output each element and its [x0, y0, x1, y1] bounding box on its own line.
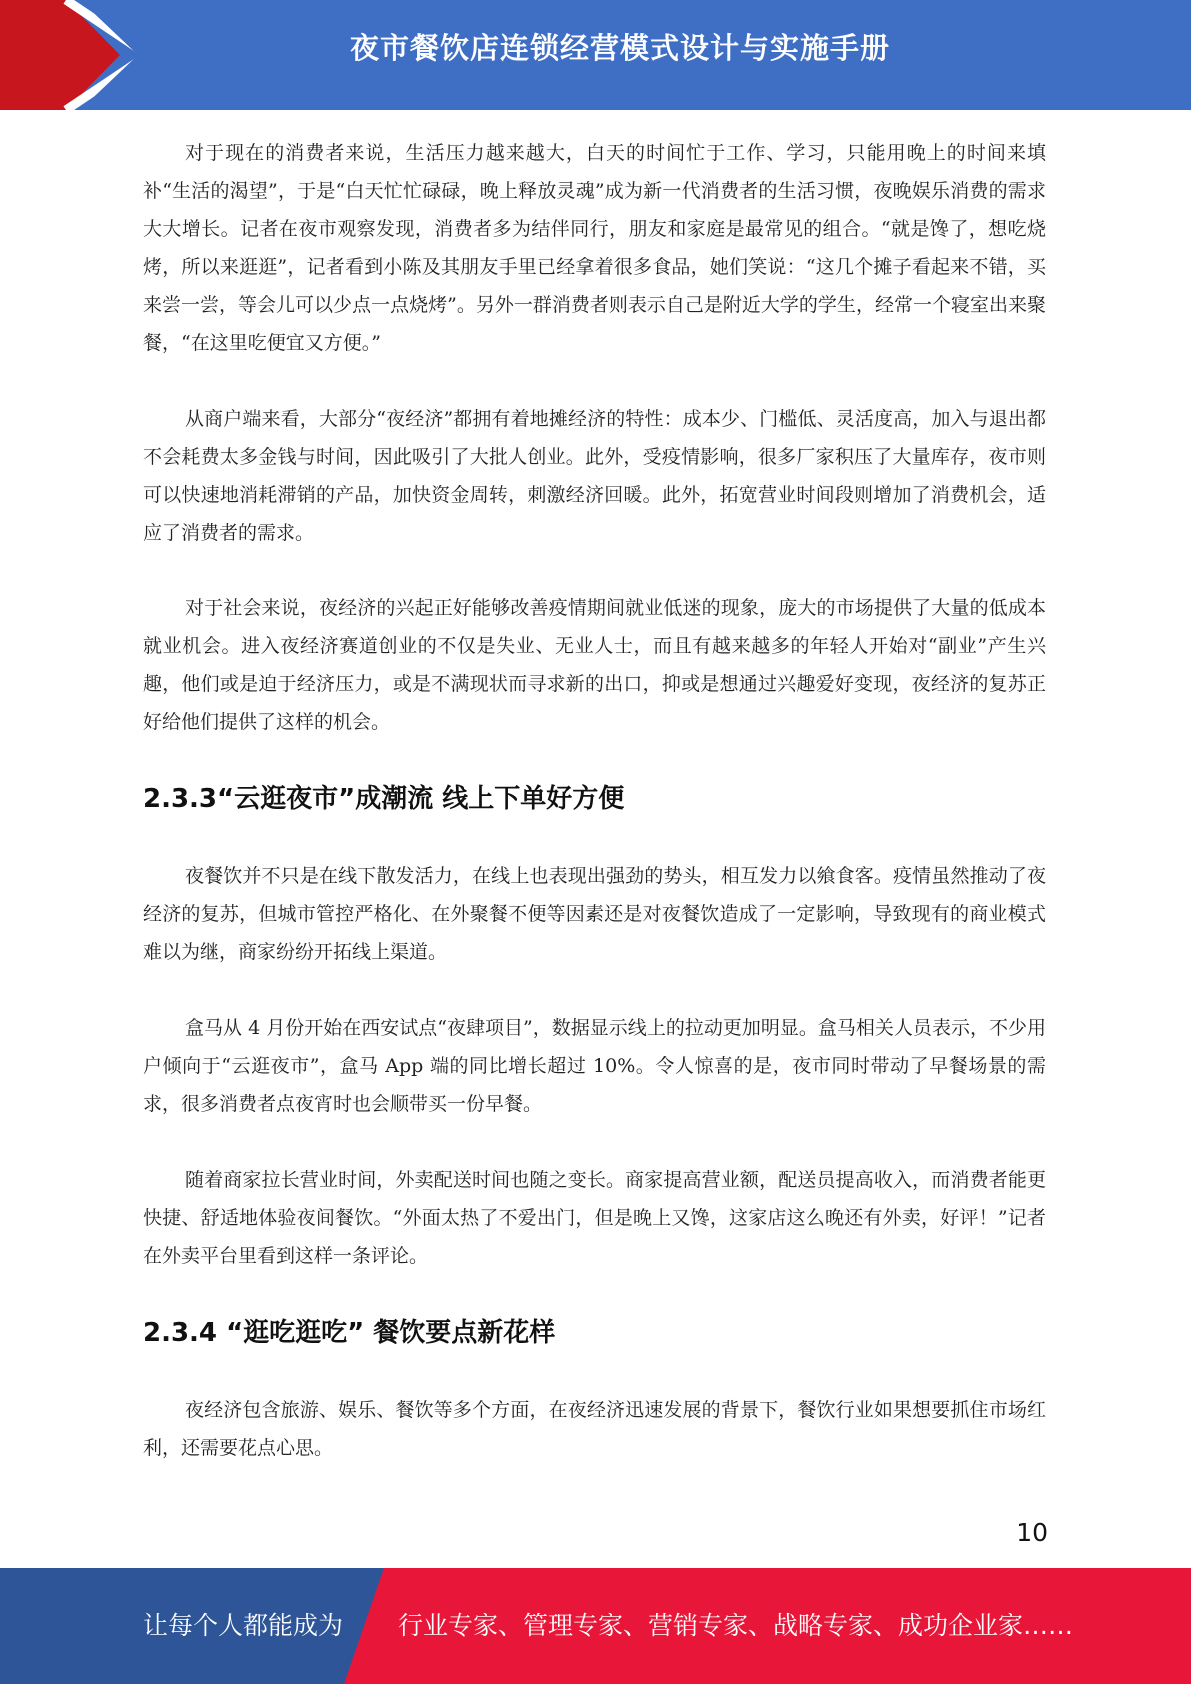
paragraph-1: 对于现在的消费者来说，生活压力越来越大，白天的时间忙于工作、学习，只能用晚上的时间来填补“生活的渴望”，于是“白天忙忙碌碌，晚上释放灵魂”成为新一代消费者的生活习惯，夜晚娱乐消费的需求大大增长。记者在夜市观察发现，消费者多为结伴同行，朋友和家庭是最常见的组合。“就是馋了，想吃烧烤，所以来逛逛”，记者看到小陈及其朋友手里已经拿着很多食品，她们笑说：“这几个摊子看起来不错，买来尝一尝，等会儿可以少点一点烧烤”。另外一群消费者则表示自己是附近大学的学生，经常一个寝室出来聚餐，“在这里吃便宜又方便。” [143, 142, 1046, 354]
page-number: 10 [1016, 1518, 1048, 1547]
footer-slogan-left: 让每个人都能成为 [143, 1611, 344, 1640]
body-block-1 [143, 134, 1046, 362]
body-block-6 [143, 1161, 1046, 1275]
footer-slogan-right: 行业专家、管理专家、营销专家、战略专家、成功企业家…… [398, 1611, 1074, 1640]
section-heading-2-3-3: 2.3.3“云逛夜市”成潮流 线上下单好方便 [143, 784, 625, 814]
body-block-3 [143, 589, 1046, 741]
paragraph-3: 对于社会来说，夜经济的兴起正好能够改善疫情期间就业低迷的现象，庞大的市场提供了大量的低成本就业机会。进入夜经济赛道创业的不仅是失业、无业人士，而且有越来越多的年轻人开始对“副业”产生兴趣，他们或是迫于经济压力，或是不满现状而寻求新的出口，抑或是想通过兴趣爱好变现，夜经济的复苏正好给他们提供了这样的机会。 [143, 597, 1046, 733]
body-block-5 [143, 1009, 1046, 1123]
section-heading-2-3-4: 2.3.4 “逛吃逛吃” 餐饮要点新花样 [143, 1318, 556, 1348]
paragraph-5: 盒马从 4 月份开始在西安试点“夜肆项目”，数据显示线上的拉动更加明显。盒马相关人员表示，不少用户倾向于“云逛夜市”，盒马 App 端的同比增长超过 10%。令人惊喜的是，夜市同时带动了早餐场景的需求，很多消费者点夜宵时也会顺带买一份早餐。 [143, 1017, 1046, 1115]
paragraph-7: 夜经济包含旅游、娱乐、餐饮等多个方面，在夜经济迅速发展的背景下，餐饮行业如果想要抓住市场红利，还需要花点心思。 [143, 1399, 1046, 1459]
paragraph-2: 从商户端来看，大部分“夜经济”都拥有着地摊经济的特性：成本少、门槛低、灵活度高，加入与退出都不会耗费太多金钱与时间，因此吸引了大批人创业。此外，受疫情影响，很多厂家积压了大量库存，夜市则可以快速地消耗滞销的产品，加快资金周转，刺激经济回暖。此外，拓宽营业时间段则增加了消费机会，适应了消费者的需求。 [143, 408, 1046, 544]
header-arrow-decoration [0, 0, 160, 110]
paragraph-6: 随着商家拉长营业时间，外卖配送时间也随之变长。商家提高营业额，配送员提高收入，而消费者能更快捷、舒适地体验夜间餐饮。“外面太热了不爱出门，但是晚上又馋，这家店这么晚还有外卖，好评！”记者在外卖平台里看到这样一条评论。 [143, 1169, 1046, 1267]
body-block-7 [143, 1391, 1046, 1467]
body-block-4 [143, 857, 1046, 971]
header-title: 夜市餐饮店连锁经营模式设计与实施手册 [349, 31, 890, 65]
paragraph-4: 夜餐饮并不只是在线下散发活力，在线上也表现出强劲的势头，相互发力以飨食客。疫情虽然推动了夜经济的复苏，但城市管控严格化、在外聚餐不便等因素还是对夜餐饮造成了一定影响，导致现有的商业模式难以为继，商家纷纷开拓线上渠道。 [143, 865, 1046, 963]
page-header [0, 0, 1191, 110]
body-block-2 [143, 400, 1046, 552]
page-footer [0, 1568, 1191, 1684]
